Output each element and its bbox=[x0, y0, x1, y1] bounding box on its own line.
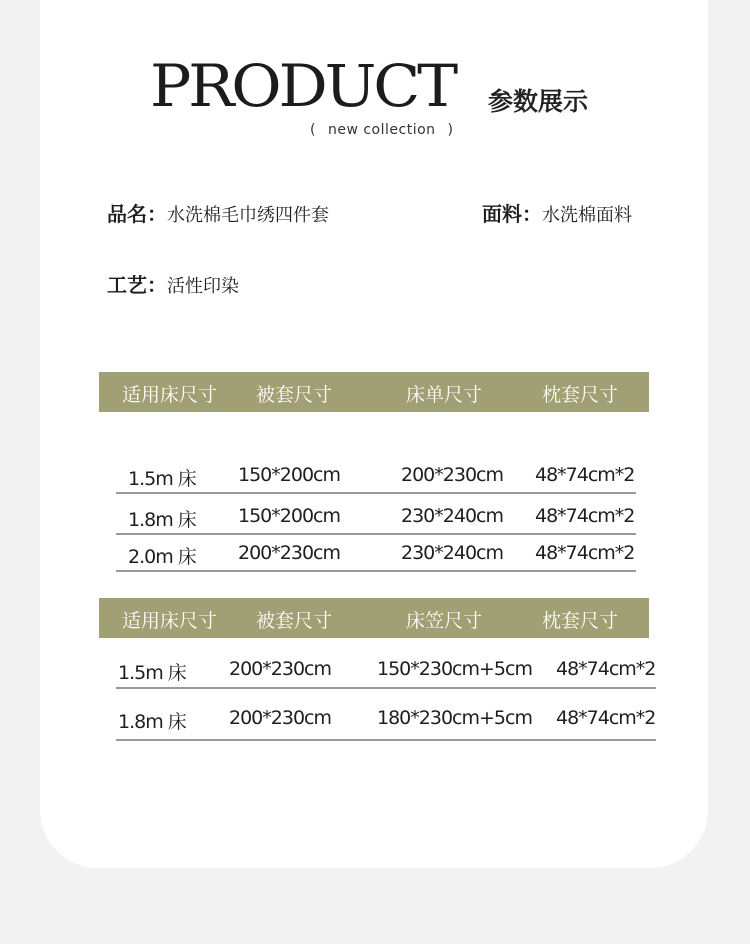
table1-header-duvet: 被套尺寸 bbox=[256, 384, 333, 406]
table2-header-duvet: 被套尺寸 bbox=[256, 610, 333, 632]
table-cell: 200*230cm bbox=[229, 707, 331, 729]
table-cell: 180*230cm+5cm bbox=[377, 707, 532, 729]
row-divider bbox=[116, 570, 636, 572]
table-cell: 150*200cm bbox=[238, 505, 340, 527]
table-cell: 150*200cm bbox=[238, 464, 340, 486]
table1-header-sheet: 床单尺寸 bbox=[406, 384, 483, 406]
row-divider bbox=[116, 687, 656, 689]
collection-text: new collection bbox=[327, 122, 436, 138]
table-cell: 200*230cm bbox=[401, 464, 503, 486]
product-name-label: 品名： bbox=[107, 202, 167, 226]
table-cell: 48*74cm*2 bbox=[556, 707, 656, 729]
table1-header-pillow: 枕套尺寸 bbox=[542, 384, 619, 406]
product-craft-label: 工艺： bbox=[107, 273, 167, 297]
brand-title: PRODUCT bbox=[150, 52, 455, 120]
row-divider bbox=[116, 533, 636, 535]
table-cell: 48*74cm*2 bbox=[535, 505, 635, 527]
table-cell: 150*230cm+5cm bbox=[377, 658, 532, 680]
table1-header-bed: 适用床尺寸 bbox=[122, 384, 218, 406]
product-craft bbox=[107, 269, 239, 298]
table2-header bbox=[99, 598, 649, 638]
table-cell: 230*240cm bbox=[401, 542, 503, 564]
table-cell: 230*240cm bbox=[401, 505, 503, 527]
table-cell: 2.0m 床 bbox=[128, 546, 196, 568]
paren-close: ) bbox=[447, 122, 454, 138]
table-cell: 48*74cm*2 bbox=[535, 464, 635, 486]
product-fabric bbox=[482, 198, 632, 227]
table1-header bbox=[99, 372, 649, 412]
table-cell: 48*74cm*2 bbox=[535, 542, 635, 564]
paren-open: ( bbox=[310, 122, 316, 138]
row-divider bbox=[116, 739, 656, 741]
table2-header-pillow: 枕套尺寸 bbox=[542, 610, 619, 632]
product-name bbox=[107, 198, 329, 227]
section-subtitle: 参数展示 bbox=[488, 87, 589, 116]
table-cell: 200*230cm bbox=[238, 542, 340, 564]
table-cell: 48*74cm*2 bbox=[556, 658, 656, 680]
table-cell: 1.8m 床 bbox=[128, 509, 196, 531]
row-divider bbox=[116, 492, 636, 494]
table-cell: 200*230cm bbox=[229, 658, 331, 680]
table2-header-bed: 适用床尺寸 bbox=[122, 610, 218, 632]
collection-tagline bbox=[298, 122, 466, 138]
table2-header-fitted: 床笠尺寸 bbox=[406, 610, 483, 632]
product-fabric-value: 水洗棉面料 bbox=[542, 205, 632, 226]
table-cell: 1.8m 床 bbox=[118, 711, 186, 733]
product-fabric-label: 面料： bbox=[482, 202, 542, 226]
table-cell: 1.5m 床 bbox=[118, 662, 186, 684]
product-craft-value: 活性印染 bbox=[167, 276, 239, 297]
table-cell: 1.5m 床 bbox=[128, 468, 196, 490]
product-name-value: 水洗棉毛巾绣四件套 bbox=[167, 205, 329, 226]
